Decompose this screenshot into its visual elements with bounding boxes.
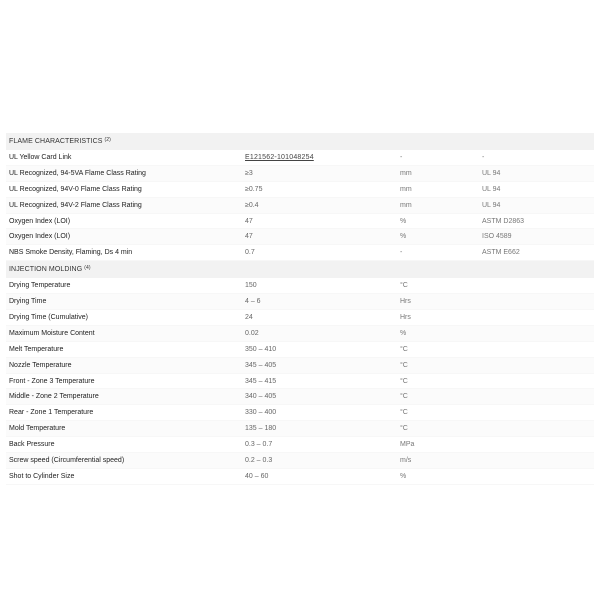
property-unit: m/s bbox=[400, 456, 412, 464]
test-method: UL 94 bbox=[482, 185, 501, 193]
table-row bbox=[6, 389, 594, 405]
property-name: Oxygen Index (LOI) bbox=[9, 217, 71, 225]
test-method: ASTM D2863 bbox=[482, 217, 525, 225]
test-method: UL 94 bbox=[482, 201, 501, 209]
footnote-marker: (2) bbox=[104, 136, 111, 143]
property-value: 150 bbox=[245, 282, 257, 290]
injection-rows bbox=[6, 278, 594, 485]
test-method: UL 94 bbox=[482, 169, 501, 177]
test-method: ISO 4589 bbox=[482, 233, 512, 241]
table-row bbox=[6, 374, 594, 390]
property-value: 0.7 bbox=[245, 249, 255, 257]
table-row bbox=[6, 166, 594, 182]
property-value: 0.3 – 0.7 bbox=[245, 441, 273, 449]
property-value: ≥3 bbox=[245, 169, 253, 177]
property-unit: mm bbox=[400, 201, 412, 209]
footnote-marker: (4) bbox=[84, 264, 91, 271]
property-name: NBS Smoke Density, Flaming, Ds 4 min bbox=[9, 249, 133, 257]
property-value: 4 – 6 bbox=[245, 298, 261, 306]
property-value: 0.02 bbox=[245, 329, 259, 337]
property-unit: % bbox=[400, 329, 407, 337]
property-name: UL Recognized, 94V-2 Flame Class Rating bbox=[9, 201, 142, 209]
property-unit: MPa bbox=[400, 441, 415, 449]
property-name: Melt Temperature bbox=[9, 345, 64, 353]
property-value: 330 – 400 bbox=[245, 409, 277, 417]
table-row bbox=[6, 437, 594, 453]
property-unit: % bbox=[400, 217, 407, 225]
property-value: 47 bbox=[245, 217, 253, 225]
table-row bbox=[6, 229, 594, 245]
property-value: ≥0.4 bbox=[245, 201, 259, 209]
property-name: Maximum Moisture Content bbox=[9, 329, 95, 337]
section-title: FLAME CHARACTERISTICS bbox=[9, 138, 103, 145]
property-value: 345 – 405 bbox=[245, 361, 277, 369]
table-row bbox=[6, 198, 594, 214]
test-method: - bbox=[482, 153, 485, 161]
property-name: Nozzle Temperature bbox=[9, 361, 72, 369]
table-row bbox=[6, 150, 594, 166]
property-name: Drying Time (Cumulative) bbox=[9, 313, 88, 321]
property-unit: °C bbox=[400, 425, 408, 433]
test-method: ASTM E662 bbox=[482, 249, 520, 257]
property-name: UL Recognized, 94V-0 Flame Class Rating bbox=[9, 185, 142, 193]
property-unit: mm bbox=[400, 185, 412, 193]
table-row bbox=[6, 469, 594, 485]
section-header-flame bbox=[6, 133, 594, 150]
property-name: Back Pressure bbox=[9, 441, 55, 449]
table-row bbox=[6, 278, 594, 294]
property-value: 340 – 405 bbox=[245, 393, 277, 401]
property-name: Oxygen Index (LOI) bbox=[9, 233, 71, 241]
table-row bbox=[6, 342, 594, 358]
property-unit: °C bbox=[400, 345, 408, 353]
property-unit: mm bbox=[400, 169, 412, 177]
yellow-card-link[interactable]: E121562-101048254 bbox=[245, 153, 314, 161]
table-row bbox=[6, 214, 594, 230]
property-value: 40 – 60 bbox=[245, 472, 269, 480]
property-unit: Hrs bbox=[400, 298, 411, 306]
property-name: Shot to Cylinder Size bbox=[9, 472, 75, 480]
property-value: 135 – 180 bbox=[245, 425, 277, 433]
property-name: Rear - Zone 1 Temperature bbox=[9, 409, 94, 417]
property-value: 350 – 410 bbox=[245, 345, 277, 353]
property-unit: - bbox=[400, 153, 403, 161]
table-row bbox=[6, 294, 594, 310]
property-name: Drying Temperature bbox=[9, 282, 71, 290]
table-row bbox=[6, 310, 594, 326]
table-row bbox=[6, 421, 594, 437]
table-row bbox=[6, 326, 594, 342]
property-name: UL Yellow Card Link bbox=[9, 153, 72, 161]
property-unit: Hrs bbox=[400, 313, 411, 321]
property-unit: °C bbox=[400, 282, 408, 290]
property-value: 47 bbox=[245, 233, 253, 241]
section-header-injection bbox=[6, 261, 594, 278]
property-value: ≥0.75 bbox=[245, 185, 263, 193]
property-name: Screw speed (Circumferential speed) bbox=[9, 456, 125, 464]
property-name: Drying Time bbox=[9, 298, 47, 306]
property-unit: °C bbox=[400, 393, 408, 401]
flame-rows bbox=[6, 150, 594, 261]
property-value[interactable] bbox=[245, 154, 400, 161]
property-unit: °C bbox=[400, 377, 408, 385]
property-unit: °C bbox=[400, 361, 408, 369]
property-name: Front - Zone 3 Temperature bbox=[9, 377, 95, 385]
table-row bbox=[6, 453, 594, 469]
table-row bbox=[6, 405, 594, 421]
property-value: 24 bbox=[245, 313, 253, 321]
property-unit: - bbox=[400, 249, 403, 257]
table-row bbox=[6, 358, 594, 374]
property-value: 345 – 415 bbox=[245, 377, 277, 385]
property-name: Mold Temperature bbox=[9, 425, 66, 433]
datasheet-table bbox=[6, 133, 594, 485]
table-row bbox=[6, 245, 594, 261]
property-name: Middle - Zone 2 Temperature bbox=[9, 393, 99, 401]
property-unit: °C bbox=[400, 409, 408, 417]
property-name: UL Recognized, 94-5VA Flame Class Rating bbox=[9, 169, 146, 177]
property-unit: % bbox=[400, 472, 407, 480]
property-unit: % bbox=[400, 233, 407, 241]
section-title: INJECTION MOLDING bbox=[9, 266, 83, 274]
property-value: 0.2 – 0.3 bbox=[245, 456, 273, 464]
table-row bbox=[6, 182, 594, 198]
